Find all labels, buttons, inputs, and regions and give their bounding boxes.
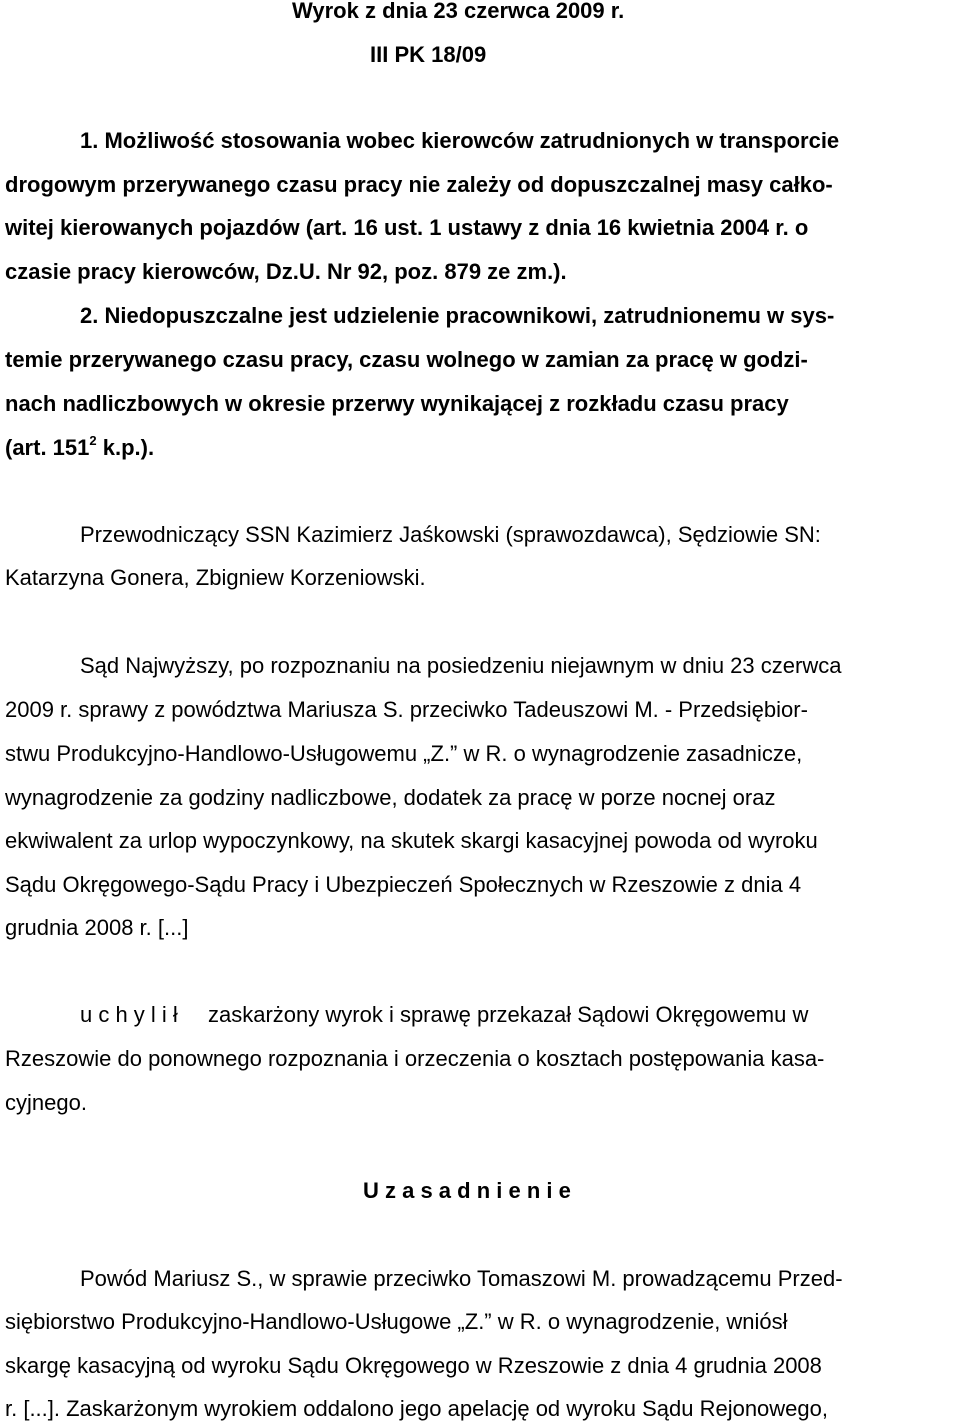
ruling-line-2: Rzeszowie do ponownego rozpoznania i orzeczenia o kosztach postępowania kasa-: [5, 1046, 825, 1071]
justification-line-4: r. [...]. Zaskarżonym wyrokiem oddalono jego apelację od wyroku Sądu Rejonowego,: [5, 1396, 828, 1421]
court-line-6: Sądu Okręgowego-Sądu Pracy i Ubezpieczeń Społecznych w Rzeszowie z dnia 4: [5, 872, 802, 897]
ruling-line-1: zaskarżony wyrok i sprawę przekazał Sądowi Okręgowemu w: [208, 1002, 809, 1027]
thesis-2-line-4-start: (art. 151: [5, 435, 90, 460]
thesis-2-line-4: [5, 432, 155, 460]
court-line-3: stwu Produkcyjno-Handlowo-Usługowemu „Z.” w R. o wynagrodzenie zasadnicze,: [5, 741, 803, 766]
court-line-1: Sąd Najwyższy, po rozpoznaniu na posiedzeniu niejawnym w dniu 23 czerwca: [80, 653, 842, 678]
composition-line-1: Przewodniczący SSN Kazimierz Jaśkowski (sprawozdawca), Sędziowie SN:: [80, 522, 821, 547]
thesis-2-line-1: 2. Niedopuszczalne jest udzielenie pracownikowi, zatrudnionemu w sys-: [80, 303, 835, 328]
court-line-7: grudnia 2008 r. [...]: [5, 915, 189, 940]
ruling-line-3: cyjnego.: [5, 1090, 87, 1115]
justification-line-1: Powód Mariusz S., w sprawie przeciwko Tomaszowi M. prowadzącemu Przed-: [80, 1266, 843, 1291]
court-line-5: ekwiwalent za urlop wypoczynkowy, na skutek skargi kasacyjnej powoda od wyroku: [5, 828, 818, 853]
judgment-title: Wyrok z dnia 23 czerwca 2009 r.: [292, 0, 625, 23]
justification-heading: U z a s a d n i e n i e: [363, 1178, 571, 1203]
thesis-1-line-2: drogowym przerywanego czasu pracy nie zależy od dopuszczalnej masy całko-: [5, 172, 833, 197]
thesis-1-line-3: witej kierowanych pojazdów (art. 16 ust. 1 ustawy z dnia 16 kwietnia 2004 r. o: [5, 215, 809, 240]
thesis-2-line-4-end: k.p.).: [96, 435, 155, 460]
thesis-1-line-4: czasie pracy kierowców, Dz.U. Nr 92, poz. 879 ze zm.).: [5, 259, 567, 284]
ruling-verb: u c h y l i ł: [80, 1002, 178, 1027]
superscript-2: 2: [89, 432, 97, 448]
court-line-2: 2009 r. sprawy z powództwa Mariusza S. przeciwko Tadeuszowi M. - Przedsiębior-: [5, 697, 808, 722]
thesis-2-line-2: temie przerywanego czasu pracy, czasu wolnego w zamian za pracę w godzi-: [5, 347, 808, 372]
composition-line-2: Katarzyna Gonera, Zbigniew Korzeniowski.: [5, 565, 426, 590]
justification-line-3: skargę kasacyjną od wyroku Sądu Okręgowego w Rzeszowie z dnia 4 grudnia 2008: [5, 1353, 822, 1378]
thesis-1-line-1: 1. Możliwość stosowania wobec kierowców zatrudnionych w transporcie: [80, 128, 840, 153]
court-line-4: wynagrodzenie za godziny nadliczbowe, dodatek za pracę w porze nocnej oraz: [5, 785, 776, 810]
case-number: III PK 18/09: [370, 42, 487, 67]
thesis-2-line-3: nach nadliczbowych w okresie przerwy wynikającej z rozkładu czasu pracy: [5, 391, 789, 416]
justification-line-2: siębiorstwo Produkcyjno-Handlowo-Usługowe „Z.” w R. o wynagrodzenie, wniósł: [5, 1309, 788, 1334]
